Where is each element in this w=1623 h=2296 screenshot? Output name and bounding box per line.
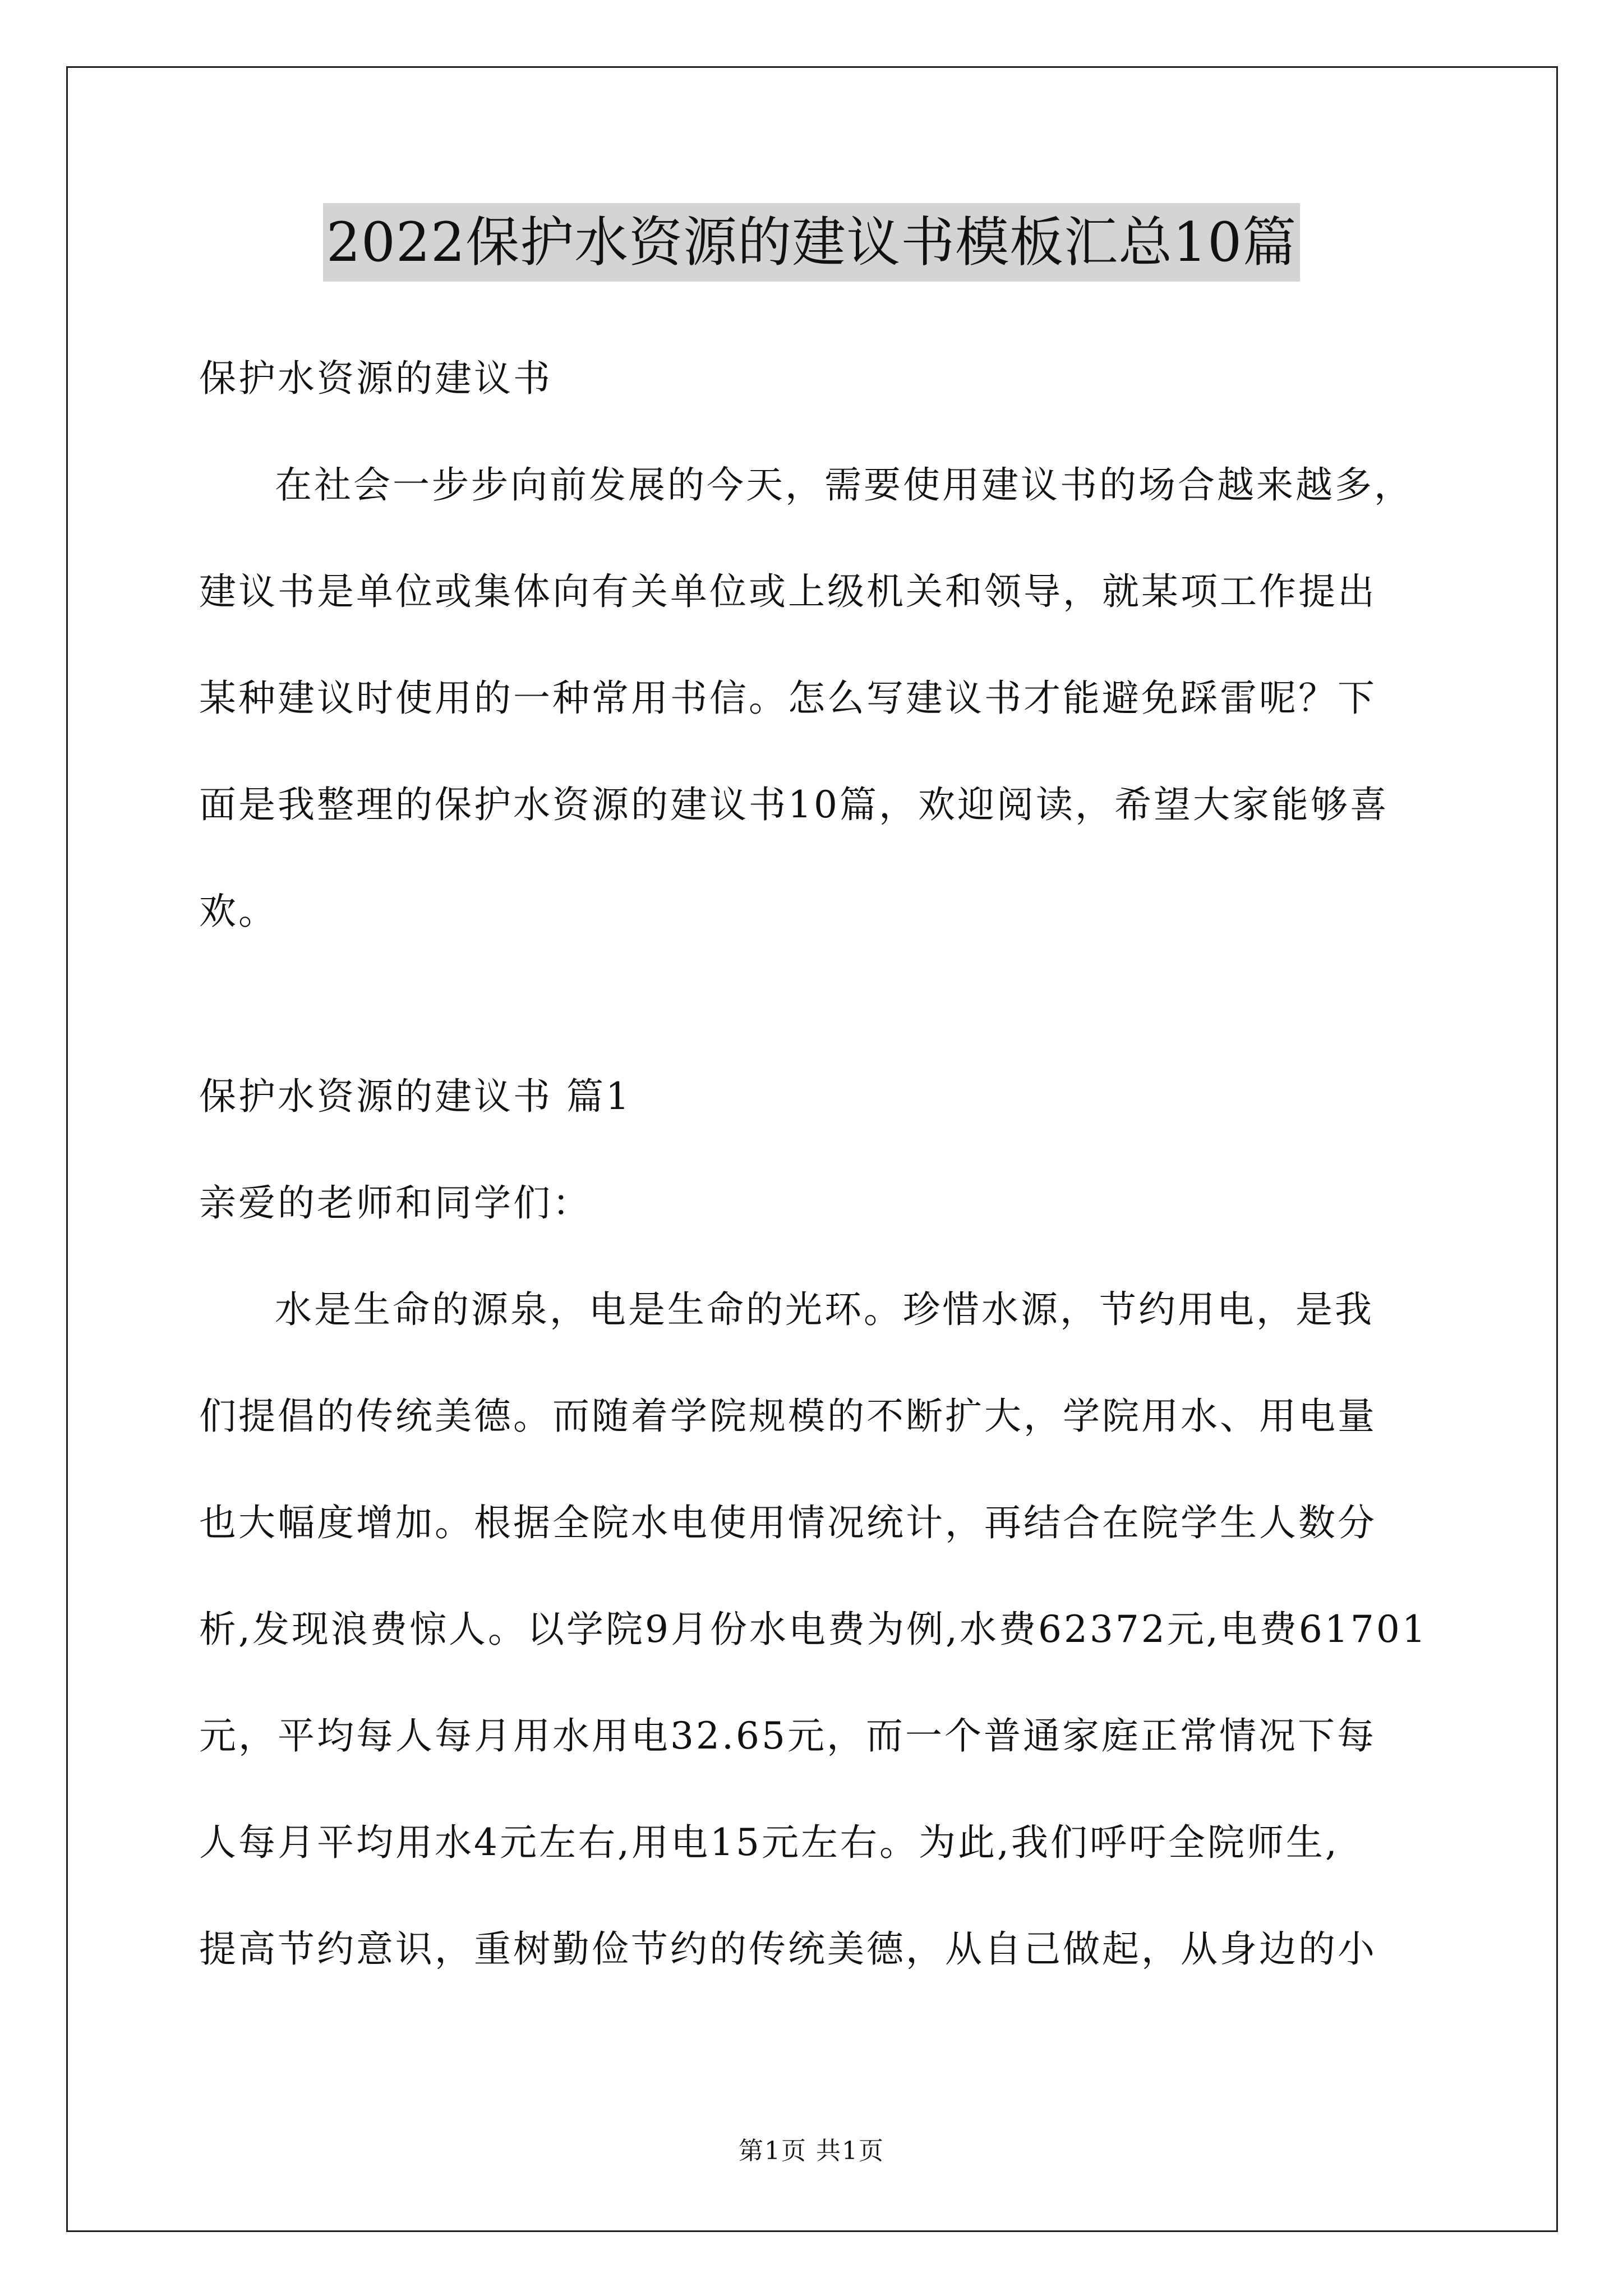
section-heading: 保护水资源的建议书 <box>199 357 552 400</box>
paragraph-line: 面是我整理的保护水资源的建议书10篇，欢迎阅读，希望大家能够喜 <box>199 783 1389 826</box>
paragraph-line: 人每月平均用水4元左右,用电15元左右。为此,我们呼吁全院师生, <box>199 1821 1339 1864</box>
paragraph-line: 提高节约意识，重树勤俭节约的传统美德，从自己做起，从身边的小 <box>199 1927 1377 1971</box>
paragraph-line: 们提倡的传统美德。而随着学院规模的不断扩大，学院用水、用电量 <box>199 1395 1377 1438</box>
title-container <box>0 203 1623 282</box>
salutation: 亲爱的老师和同学们： <box>199 1181 592 1225</box>
paragraph-line: 也大幅度增加。根据全院水电使用情况统计，再结合在院学生人数分 <box>199 1501 1377 1544</box>
section-heading: 保护水资源的建议书 篇1 <box>199 1075 631 1118</box>
paragraph-line: 水是生命的源泉，电是生命的光环。珍惜水源，节约用电，是我 <box>275 1288 1374 1331</box>
paragraph-line: 在社会一步步向前发展的今天，需要使用建议书的场合越来越多， <box>275 463 1413 507</box>
paragraph-line: 建议书是单位或集体向有关单位或上级机关和领导，就某项工作提出 <box>199 570 1377 613</box>
document-title: 2022保护水资源的建议书模板汇总10篇 <box>323 203 1300 282</box>
paragraph-line: 元，平均每人每月用水用电32.65元，而一个普通家庭正常情况下每 <box>199 1714 1376 1757</box>
page-footer: 第1页 共1页 <box>739 2137 884 2165</box>
paragraph-line: 某种建议时使用的一种常用书信。怎么写建议书才能避免踩雷呢？下 <box>199 677 1377 720</box>
paragraph-line: 欢。 <box>199 890 278 933</box>
paragraph-line: 析,发现浪费惊人。以学院9月份水电费为例,水费62372元,电费61701 <box>199 1608 1428 1651</box>
